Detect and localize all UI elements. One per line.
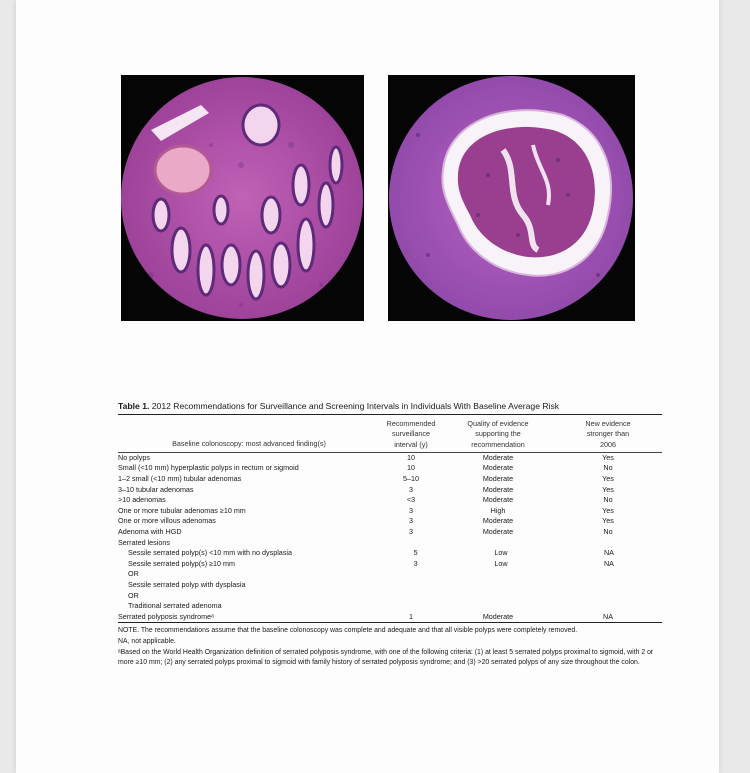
cell-evidence: Yes	[602, 452, 614, 462]
cell-interval: 3	[409, 527, 413, 537]
cell-interval: 10	[407, 463, 415, 473]
cell-interval: 3	[409, 505, 413, 515]
cell-finding: Serrated polyposis syndromeᵃ	[118, 611, 214, 621]
header-finding: Baseline colonoscopy: most advanced finding(s)	[172, 439, 326, 449]
cell-interval: 5–10	[403, 474, 419, 484]
cell-evidence: NA	[603, 558, 614, 568]
histology-image-right	[388, 75, 635, 321]
cell-interval	[380, 538, 442, 549]
cell-interval: 3	[409, 484, 413, 494]
table-row	[118, 485, 662, 496]
table-row	[118, 453, 662, 464]
table-row	[118, 569, 662, 580]
cell-quality: Moderate	[482, 516, 514, 526]
table-row	[118, 548, 662, 559]
cell-quality: Low	[494, 558, 508, 568]
cell-finding: One or more villous adenomas	[118, 516, 216, 526]
cell-evidence	[556, 580, 662, 591]
cell-interval	[385, 601, 446, 612]
cell-quality: Moderate	[482, 495, 514, 505]
cell-finding: 1–2 small (<10 mm) tubular adenomas	[118, 474, 242, 484]
header-quality: Quality of evidence supporting the recommendation	[467, 419, 529, 449]
cell-interval: 3	[409, 516, 413, 526]
cell-quality: Moderate	[482, 474, 514, 484]
table-note: NOTE. The recommendations assume that the baseline colonoscopy was complete and adequate and that all visible polyps were completely removed.	[118, 627, 578, 635]
cell-quality: Moderate	[482, 611, 514, 621]
cell-evidence: No	[603, 495, 613, 505]
cell-finding: >10 adenomas	[118, 495, 166, 505]
cell-finding: Sessile serrated polyp(s) <10 mm with no dysplasia	[128, 548, 292, 558]
cell-evidence: No	[603, 463, 613, 473]
cell-interval: 1	[409, 611, 413, 621]
cell-quality: Moderate	[482, 527, 514, 537]
cell-finding: OR	[128, 569, 139, 579]
cell-interval: 3	[413, 558, 418, 568]
cell-evidence: Yes	[602, 474, 614, 484]
cell-interval: 10	[407, 452, 415, 462]
table-row	[118, 601, 662, 612]
table-footnote: ᵃBased on the World Health Organization definition of serrated polyposis syndrome, with one of the following criteria: (1) at least 5 serrated polyps proximal to sigmoid, with 2 or more ≥10 mm; (2) any serrated polyps proximal to sigmoid with family history of serrated polyposis syndrome; and (3) >20 serrated polyps of any size throughout the colon.	[118, 648, 654, 667]
cell-quality	[446, 601, 556, 612]
cell-evidence: Yes	[602, 505, 614, 515]
cell-evidence: Yes	[602, 484, 614, 494]
table-header	[118, 415, 662, 452]
recommendations-table	[118, 400, 662, 669]
cell-evidence: NA	[603, 611, 613, 621]
header-interval: Recommended surveillance interval (y)	[386, 419, 436, 449]
cell-evidence: NA	[603, 548, 614, 558]
table-row	[118, 527, 662, 538]
table-row	[118, 506, 662, 517]
table-row	[118, 580, 662, 591]
cell-quality	[446, 569, 556, 580]
cell-evidence	[556, 591, 662, 602]
table-title-prefix: Table 1.	[118, 401, 150, 411]
table-row	[118, 495, 662, 506]
table-body	[118, 453, 662, 623]
cell-evidence	[556, 569, 662, 580]
cell-interval: <3	[406, 495, 416, 505]
table-note: NA, not applicable.	[118, 637, 176, 645]
cell-quality	[442, 538, 554, 549]
histology-image-left	[121, 75, 364, 321]
cell-quality: Moderate	[482, 463, 514, 473]
cell-evidence	[556, 601, 662, 612]
cell-finding: OR	[128, 590, 139, 600]
cell-interval	[385, 580, 446, 591]
table-row	[118, 559, 662, 570]
cell-finding: Sessile serrated polyp with dysplasia	[128, 580, 246, 590]
table-row	[118, 474, 662, 485]
cell-finding: Small (<10 mm) hyperplastic polyps in rectum or sigmoid	[118, 463, 299, 473]
table-row	[118, 612, 662, 623]
cell-evidence: No	[603, 527, 613, 537]
cell-quality: High	[490, 505, 506, 515]
cell-quality: Moderate	[482, 452, 514, 462]
micrograph-right-graphic	[388, 75, 635, 321]
cell-finding: Adenoma with HGD	[118, 527, 182, 537]
cell-finding: Traditional serrated adenoma	[128, 601, 222, 611]
cell-quality	[446, 591, 556, 602]
cell-finding: 3–10 tubular adenomas	[118, 484, 194, 494]
table-row	[118, 463, 662, 474]
header-evidence: New evidence stronger than 2006	[585, 419, 631, 449]
cell-interval	[385, 569, 446, 580]
cell-quality: Moderate	[482, 484, 514, 494]
cell-interval	[385, 591, 446, 602]
micrograph-left-graphic	[121, 75, 364, 321]
table-row	[118, 538, 662, 549]
document-page	[16, 0, 719, 773]
cell-evidence: Yes	[602, 516, 614, 526]
cell-finding: No polyps	[118, 452, 150, 462]
table-notes	[118, 626, 662, 668]
cell-quality: Low	[494, 548, 508, 558]
cell-finding: Sessile serrated polyp(s) ≥10 mm	[128, 558, 236, 568]
cell-finding: One or more tubular adenomas ≥10 mm	[118, 505, 246, 515]
table-row	[118, 591, 662, 602]
table-row	[118, 516, 662, 527]
cell-quality	[446, 580, 556, 591]
cell-interval: 5	[413, 548, 418, 558]
cell-evidence	[554, 538, 662, 549]
table-title	[118, 400, 662, 412]
cell-finding: Serrated lesions	[118, 537, 170, 547]
table-title-text: 2012 Recommendations for Surveillance and Screening Intervals in Individuals With Baseline Average Risk	[149, 401, 560, 411]
